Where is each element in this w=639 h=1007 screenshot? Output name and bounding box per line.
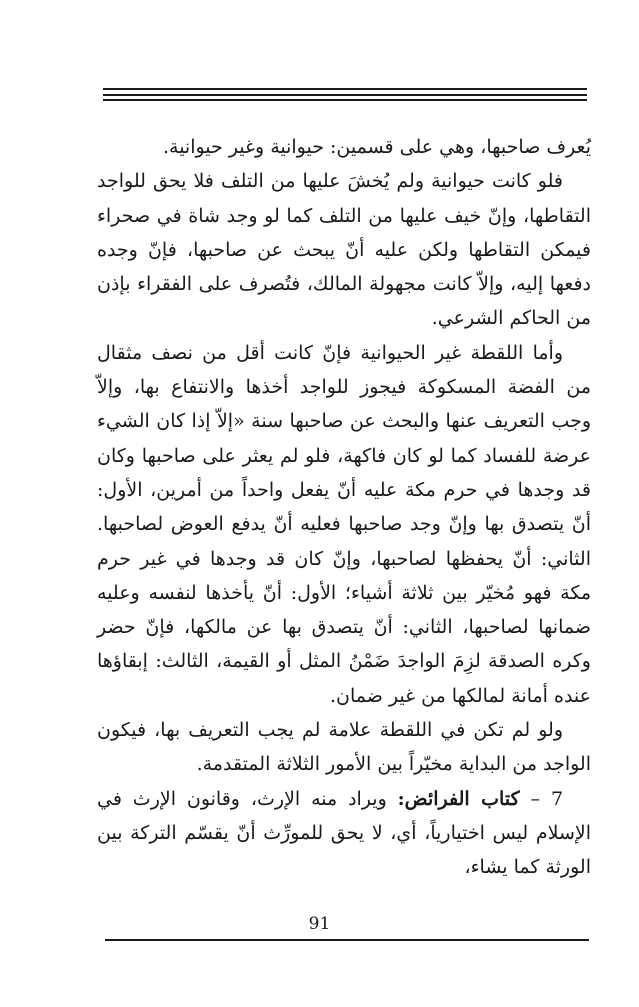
section-paragraph bbox=[97, 782, 591, 885]
paragraph-1: يُعرف صاحبها، وهي على قسمين: حيوانية وغير حيوانية. bbox=[162, 136, 591, 158]
header-rule-3 bbox=[103, 99, 587, 101]
section-title: كتاب الفرائض: bbox=[397, 787, 520, 810]
header-rule-1 bbox=[103, 88, 587, 90]
paragraph-4: ولو لم تكن في اللقطة علامة لم يجب التعريف بها، فيكون الواجد من البداية مخيّراً بين الأمور الثلاثة المتقدمة. bbox=[97, 719, 591, 776]
footer-rule bbox=[105, 939, 589, 941]
page-body bbox=[97, 130, 591, 885]
section-number: 7 – bbox=[530, 787, 564, 810]
section-body: ويراد منه الإرث، وقانون الإرث في الإسلام ليس اختيارياً، أي، لا يحق للمورِّث أنّ يقسّم التركة بين الورثة كما يشاء، bbox=[97, 787, 591, 879]
page-number: 91 bbox=[308, 914, 331, 934]
header-rule-2 bbox=[103, 94, 587, 96]
paragraph-2: فلو كانت حيوانية ولم يُخشَ عليها من التلف فلا يحق للواجد التقاطها، وإنّ خيف عليها من التلف كما لو وجد شاة في صحراء فيمكن التقاطها ولكن عليه أنّ يبحث عن صاحبها، فإنّ وجده دفعها إليه، وإلاّ كانت مجهولة المالك، فتُصرف على الفقراء بإذن من الحاكم الشرعي. bbox=[97, 170, 591, 330]
paragraph-3: وأما اللقطة غير الحيوانية فإنّ كانت أقل من نصف مثقال من الفضة المسكوكة فيجوز للواجد أخذها والانتفاع بها، وإلاّ وجب التعريف عنها والبحث عن صاحبها سنة «إلاّ إذا كان الشيء عرضة للفساد كما لو كان فاكهة، فلو لم يعثر على صاحبها وكان قد وجدها في حرم مكة عليه أنّ يفعل واحداً من أمرين، الأول: أنّ يتصدق بها وإنّ وجد صاحبها فعليه أنّ يدفع العوض لصاحبها. الثاني: أنّ يحفظها لصاحبها، وإنّ كان قد وجدها في غير حرم مكة فهو مُخيّر بين ثلاثة أشياء؛ الأول: أنّ يأخذها لنفسه وعليه ضمانها لصاحبها، الثاني: أنّ يتصدق بها عن مالكها، فإنّ حضر وكره الصدقة لزِمَ الواجدَ ضَمْنُ المثل أو القيمة، الثالث: إبقاؤها عنده أمانة لمالكها من غير ضمان. bbox=[97, 341, 591, 707]
